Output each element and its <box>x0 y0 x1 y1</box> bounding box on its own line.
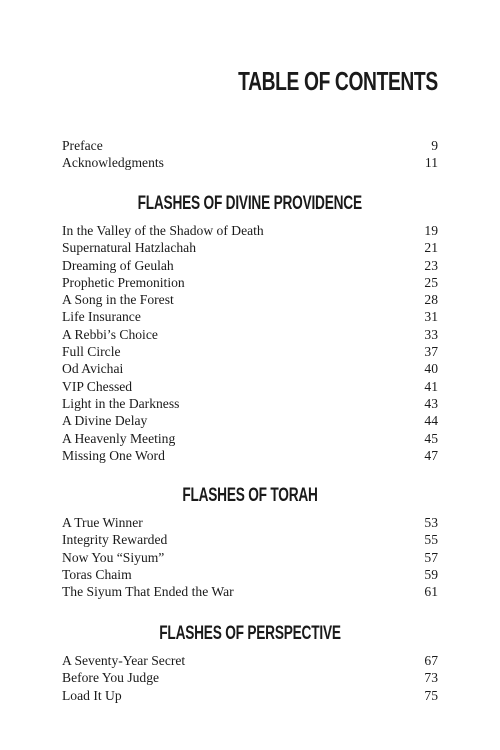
toc-entry-page: 61 <box>424 584 438 600</box>
toc-entry-page: 53 <box>424 515 438 530</box>
toc-entry-title: A Rebbi’s Choice <box>62 326 158 342</box>
toc-entry[interactable] <box>62 137 438 154</box>
toc-entry[interactable] <box>62 274 438 291</box>
toc-entry-page: 19 <box>424 223 438 238</box>
toc-entry[interactable] <box>62 154 438 171</box>
toc-entry-page: 37 <box>424 344 438 360</box>
section-heading: FLASHES OF PERSPECTIVE <box>159 623 341 644</box>
toc-entry[interactable] <box>62 687 438 704</box>
page-title: TABLE OF CONTENTS <box>238 66 438 96</box>
toc-entry[interactable] <box>62 291 438 308</box>
toc-entry-page: 25 <box>424 274 438 290</box>
toc-entry-page: 44 <box>424 413 438 429</box>
toc-entry[interactable] <box>62 652 438 669</box>
section-list-torah <box>62 514 438 600</box>
toc-entry[interactable] <box>62 326 438 343</box>
toc-entry-title: The Siyum That Ended the War <box>62 584 234 600</box>
toc-entry[interactable] <box>62 360 438 377</box>
toc-entry-page: 55 <box>424 532 438 548</box>
section-heading: FLASHES OF DIVINE PROVIDENCE <box>137 193 363 214</box>
section-heading: FLASHES OF TORAH <box>182 485 318 506</box>
toc-entry-page: 40 <box>424 361 438 377</box>
toc-entry-page: 41 <box>424 378 438 394</box>
toc-entry-title: Prophetic Premonition <box>62 274 185 290</box>
toc-entry[interactable] <box>62 549 438 566</box>
toc-entry-title: Acknowledgments <box>62 155 164 171</box>
toc-entry-title: Before You Judge <box>62 670 160 686</box>
toc-entry[interactable] <box>62 514 438 531</box>
toc-entry-title: Toras Chaim <box>62 566 132 582</box>
toc-entry-page: 59 <box>424 566 438 582</box>
toc-entry-page: 11 <box>424 155 438 171</box>
section-list-divine-providence <box>62 222 438 464</box>
toc-entry-page: 28 <box>424 292 438 308</box>
toc-entry-page: 75 <box>424 687 438 703</box>
toc-entry-title: Light in the Darkness <box>62 395 180 411</box>
toc-entry[interactable] <box>62 669 438 686</box>
toc-entry[interactable] <box>62 395 438 412</box>
toc-entry-page: 33 <box>424 326 438 342</box>
toc-entry-title: Life Insurance <box>62 309 141 325</box>
toc-entry[interactable] <box>62 566 438 583</box>
toc-entry[interactable] <box>62 257 438 274</box>
toc-entry-title: Load It Up <box>62 687 122 703</box>
toc-entry[interactable] <box>62 447 438 464</box>
toc-entry[interactable] <box>62 378 438 395</box>
toc-entry-title: A True Winner <box>62 515 143 530</box>
toc-entry-page: 45 <box>424 430 438 446</box>
toc-entry[interactable] <box>62 583 438 600</box>
toc-entry-page: 21 <box>424 240 438 256</box>
toc-entry-title: Full Circle <box>62 344 121 360</box>
toc-entry-title: Now You “Siyum” <box>62 549 165 565</box>
toc-entry[interactable] <box>62 222 438 239</box>
toc-entry-title: A Song in the Forest <box>62 292 174 308</box>
toc-entry-page: 57 <box>424 549 438 565</box>
toc-entry-title: Missing One Word <box>62 447 165 463</box>
toc-entry-title: A Divine Delay <box>62 413 148 429</box>
toc-entry-title: Dreaming of Geulah <box>62 257 174 273</box>
toc-entry-title: Supernatural Hatzlachah <box>62 240 196 256</box>
toc-entry-title: Preface <box>62 138 103 153</box>
toc-entry-title: VIP Chessed <box>62 378 133 394</box>
toc-entry[interactable] <box>62 430 438 447</box>
toc-entry-page: 31 <box>424 309 438 325</box>
toc-entry[interactable] <box>62 308 438 325</box>
toc-entry-title: Od Avichai <box>62 361 124 377</box>
toc-entry-title: In the Valley of the Shadow of Death <box>62 223 264 238</box>
toc-entry-title: Integrity Rewarded <box>62 532 168 548</box>
toc-entry-page: 73 <box>424 670 438 686</box>
toc-entry[interactable] <box>62 531 438 548</box>
toc-entry[interactable] <box>62 343 438 360</box>
section-list-perspective <box>62 652 438 704</box>
toc-entry-title: A Seventy-Year Secret <box>62 653 186 668</box>
toc-entry[interactable] <box>62 239 438 256</box>
toc-entry[interactable] <box>62 412 438 429</box>
toc-entry-page: 47 <box>424 447 438 463</box>
front-matter-list <box>62 137 438 172</box>
toc-entry-page: 43 <box>424 395 438 411</box>
toc-entry-title: A Heavenly Meeting <box>62 430 176 446</box>
toc-entry-page: 67 <box>424 653 438 668</box>
toc-entry-page: 9 <box>431 138 438 153</box>
toc-entry-page: 23 <box>424 257 438 273</box>
